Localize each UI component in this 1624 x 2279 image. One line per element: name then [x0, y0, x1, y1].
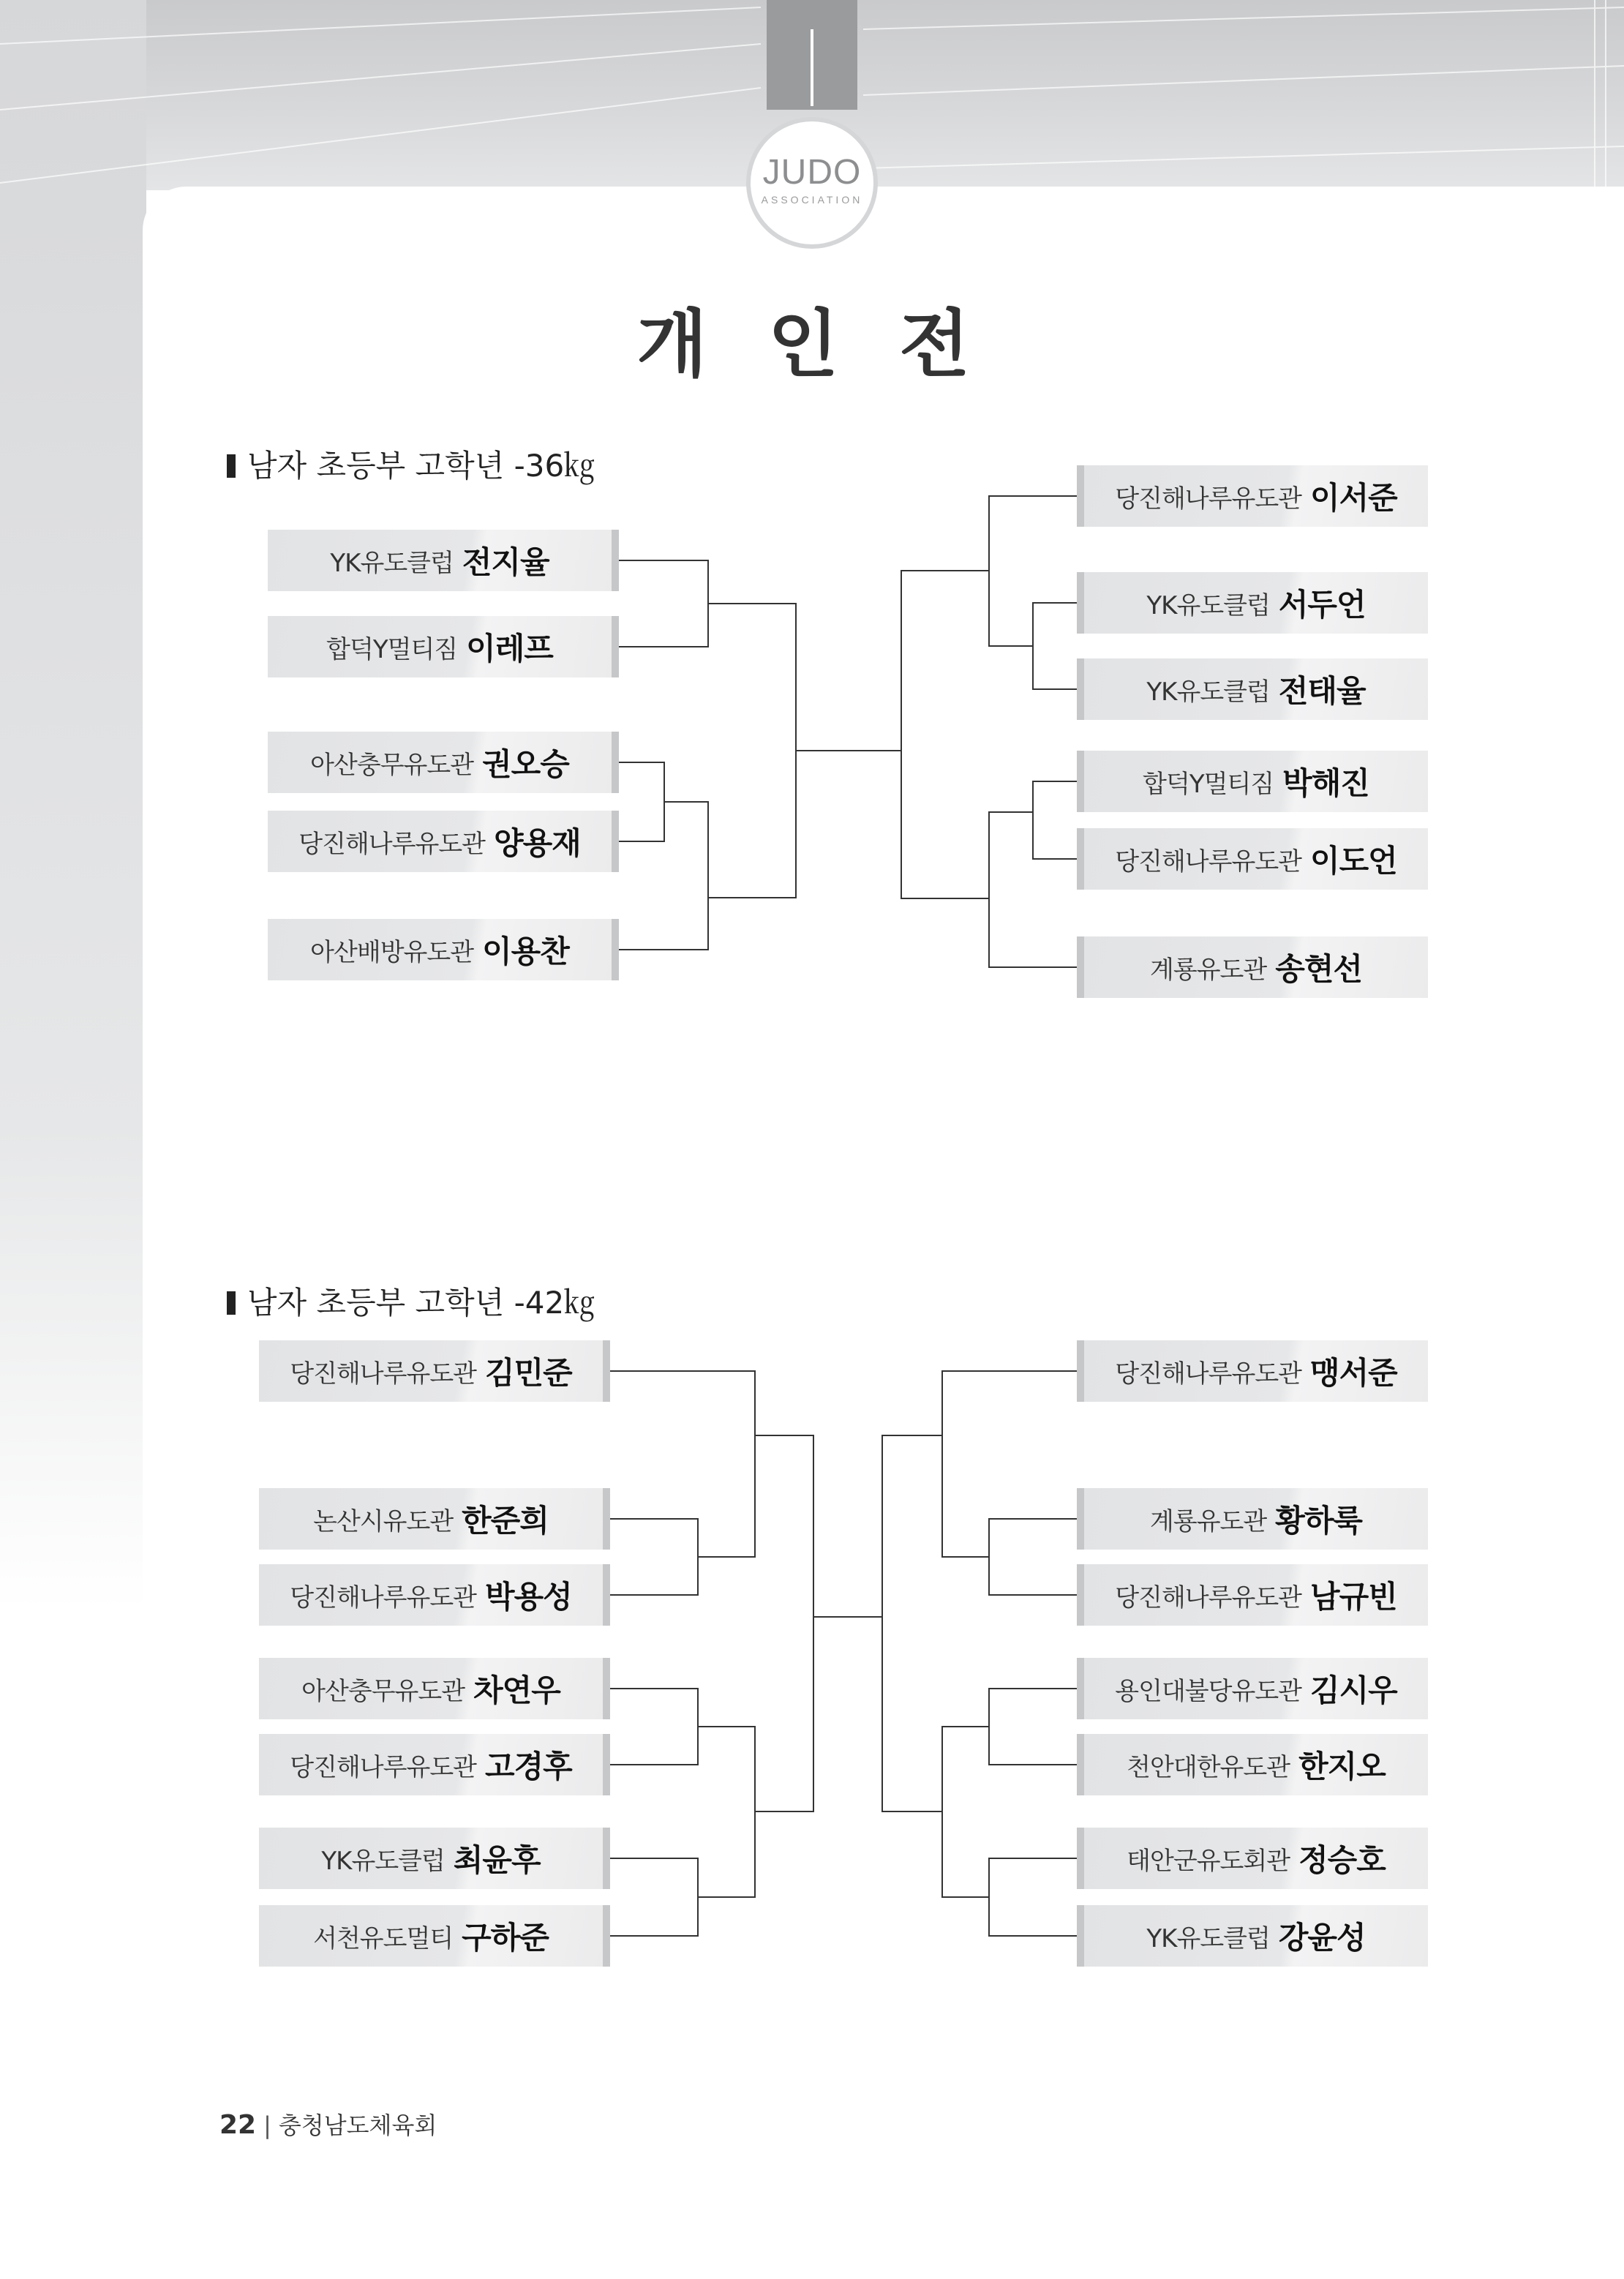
bracket2-left-match-4 [610, 1858, 698, 1936]
entry-club: 계룡유도관 [1150, 1506, 1267, 1536]
entry-club: 당진해나루유도관 [290, 1752, 477, 1782]
entry-club: YK유도클럽 [1146, 677, 1270, 707]
entry-club: 아산충무유도관 [310, 750, 474, 780]
page-footer [219, 2107, 437, 2141]
entry-club: 용인대불당유도관 [1115, 1676, 1302, 1706]
entry-name: 정승호 [1298, 1842, 1386, 1878]
entry-club: YK유도클럽 [321, 1846, 445, 1876]
entry-name: 남규빈 [1310, 1579, 1397, 1615]
entry-name: 권오승 [482, 746, 569, 782]
bracket2-left-match-2 [610, 1371, 755, 1557]
entry-name: 구하준 [462, 1920, 549, 1956]
footer-organization: 충청남도체육회 [278, 2111, 437, 2139]
entry-name: 황하룩 [1275, 1503, 1362, 1539]
page-title: 개 인 전 [636, 301, 988, 387]
entry-club: 논산시유도관 [313, 1506, 454, 1536]
footer-separator: | [263, 2111, 271, 2139]
entry-name: 강윤성 [1278, 1920, 1366, 1956]
bracket2-right-match-4 [989, 1858, 1077, 1936]
entry-name: 서두언 [1278, 587, 1366, 623]
entry-name: 최윤후 [453, 1842, 541, 1878]
entry-club: 계룡유도관 [1150, 955, 1267, 985]
entry-club: 천안대한유도관 [1127, 1752, 1290, 1782]
entry-name: 김민준 [485, 1355, 572, 1391]
bracket2-left-semi [755, 1435, 813, 1811]
bracket2-left-match-5 [698, 1727, 755, 1897]
entry-club: 당진해나루유도관 [290, 1582, 477, 1612]
section-title-text: 남자 초등부 고학년 -42㎏ [247, 1285, 595, 1321]
entry-club: 당진해나루유도관 [1115, 1359, 1302, 1389]
entry-name: 박해진 [1282, 765, 1369, 801]
entry-name: 전지율 [462, 544, 549, 580]
bracket2-left-match-3 [610, 1689, 698, 1765]
entry-name: 고경후 [485, 1749, 572, 1784]
entry-name: 박용성 [485, 1579, 572, 1615]
entry-club: YK유도클럽 [1146, 590, 1270, 620]
entry-name: 이도언 [1310, 843, 1397, 879]
entry-club: 태안군유도회관 [1127, 1846, 1290, 1876]
bracket2-right-match-5 [942, 1727, 989, 1897]
bracket2-right-match-2 [942, 1371, 1077, 1557]
entry-club: 당진해나루유도관 [298, 829, 486, 859]
entry-club: 당진해나루유도관 [290, 1359, 477, 1389]
entry-name: 전태율 [1278, 673, 1366, 709]
entry-name: 이레프 [466, 631, 553, 667]
entry-club: 서천유도멀티 [313, 1923, 454, 1953]
entry-name: 차연우 [473, 1672, 560, 1708]
entry-club: YK유도클럽 [330, 548, 454, 578]
entry-club: YK유도클럽 [1146, 1923, 1270, 1953]
entry-name: 한준희 [462, 1503, 549, 1539]
bracket2-left-match-1 [610, 1519, 698, 1595]
entry-club: 아산배방유도관 [310, 937, 474, 967]
page-number: 22 [219, 2110, 257, 2140]
entry-club: 당진해나루유도관 [1115, 846, 1302, 876]
entry-name: 송현선 [1275, 951, 1362, 987]
entry-name: 맹서준 [1310, 1355, 1397, 1391]
entry-club: 합덕Y멀티짐 [1143, 769, 1274, 799]
entry-name: 이용찬 [482, 934, 569, 969]
entry-club: 당진해나루유도관 [1115, 1582, 1302, 1612]
entry-club: 아산충무유도관 [301, 1676, 465, 1706]
entry-name: 양용재 [494, 825, 581, 861]
entry-club: 합덕Y멀티짐 [326, 634, 458, 664]
logo-main-text: JUDO [762, 153, 862, 192]
bracket2-right-match-1 [989, 1519, 1077, 1595]
logo-sub-text: ASSOCIATION [761, 194, 863, 206]
section-title-text: 남자 초등부 고학년 -36㎏ [247, 448, 595, 484]
entry-name: 이서준 [1310, 480, 1397, 516]
entry-name: 한지오 [1298, 1749, 1386, 1784]
bracket2-right-match-3 [989, 1689, 1077, 1765]
bracket2-right-semi [882, 1435, 942, 1811]
entry-name: 김시우 [1310, 1672, 1397, 1708]
entry-club: 당진해나루유도관 [1115, 484, 1302, 514]
